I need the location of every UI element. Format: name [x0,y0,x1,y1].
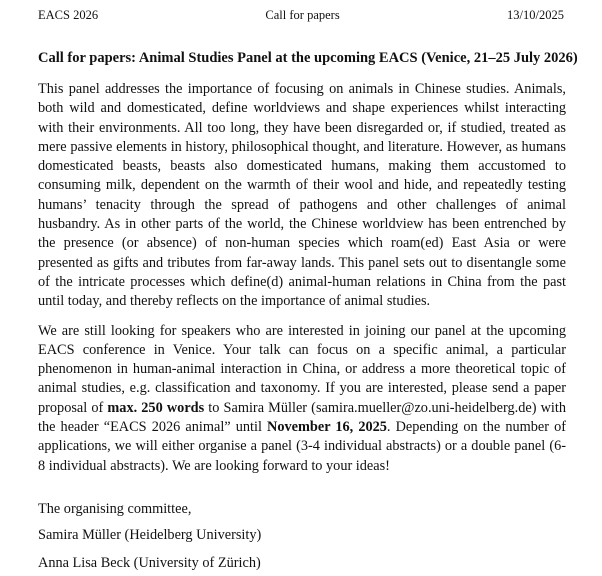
call-text-part2: to Samira Müller (samira.mueller@zo.uni-heidelberg.de) with the header “EACS 2026 animal” until [38,399,566,436]
header-date: 13/10/2025 [507,8,564,22]
document-body [38,80,566,486]
committee-member-1: Samira Müller (Heidelberg University) [38,527,262,543]
submission-deadline: November 16, 2025 [267,419,387,436]
page-header [38,8,564,28]
word-limit: max. 250 words [107,399,205,416]
closing-salutation: The organising committee, [38,501,192,517]
call-text-part1: We are still looking for speakers who are interested in joining our panel at the upcoming EACS conference in Venice. Your talk can focus on a specific animal, a particular phenomenon in human-animal interaction in China, or address a more theoretical topic of animal studies, e.g. classification and taxonomy. If you are interested, please send a paper proposal of [38,322,566,416]
call-text-part3: . Depending on the number of applications, we will either organise a panel (3-4 individual abstracts) or a double panel (6-8 individual abstracts). We are looking forward to your ideas! [38,419,566,474]
header-doc-type: Call for papers [265,8,340,22]
committee-member-2: Anna Lisa Beck (University of Zürich) [38,555,261,571]
header-conference: EACS 2026 [38,8,99,22]
call-details-paragraph [38,322,566,476]
document-title: Call for papers: Animal Studies Panel at the upcoming EACS (Venice, 21–25 July 2026) [38,50,578,66]
panel-description-paragraph: This panel addresses the importance of focusing on animals in Chinese studies. Animals, both wild and domesticated, define worldviews and shape experiences whilst interacting with their environments. All too long, they have been disregarded or, if studied, treated as mere passive elements in history, philosophical thought, and literature. However, as humans domesticated beasts, beasts also domesticated humans, making them accustomed to consuming milk, dependent on the warmth of their wool and hide, and repeatedly testing humans’ tenacity through the spread of pathogens and other challenges of animal husbandry. As in other parts of the world, the Chinese worldview has been entrenched by the presence (or absence) of non-human species which roam(ed) East Asia or were presented as gifts and tributes from far-away lands. This panel sets out to disentangle some of the intricate processes which define(d) animal-human relations in China from the past until today, and thereby reflects on the importance of animal studies. [38,81,566,310]
